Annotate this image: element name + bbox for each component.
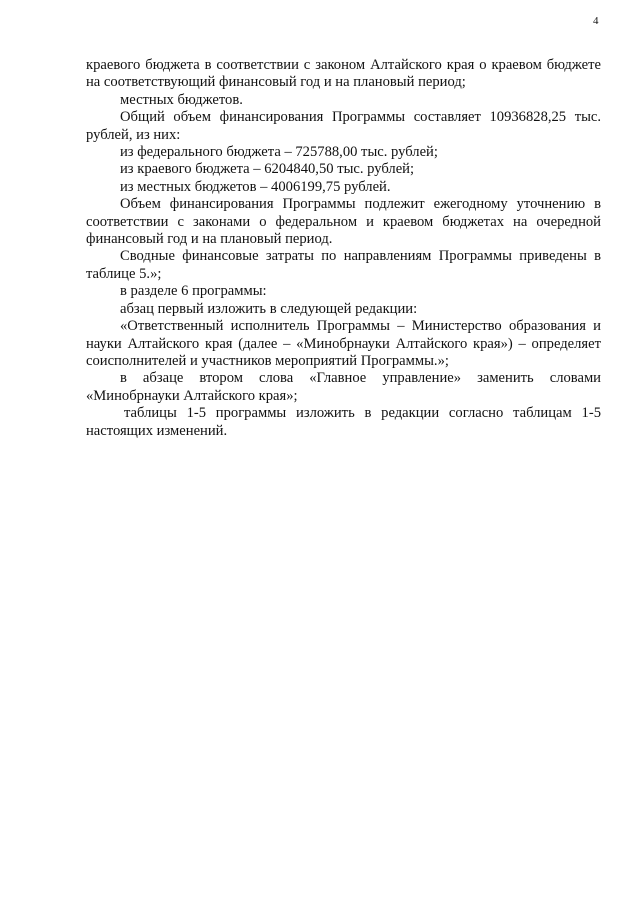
paragraph-regional-amount: из краевого бюджета – 6204840,50 тыс. рублей;	[120, 161, 415, 178]
paragraph-first-clause: абзац первый изложить в следующей редакции:	[120, 300, 418, 317]
paragraph-regional-budget: краевого бюджета в соответствии с законом Алтайского края о краевом бюджете на соответствующий финансовый год и на плановый период;	[86, 57, 601, 91]
paragraph-local-budgets: местных бюджетов.	[120, 91, 243, 108]
document-body	[86, 57, 601, 440]
paragraph-total-funding: Общий объем финансирования Программы составляет 10936828,25 тыс. рублей, из них:	[86, 109, 601, 143]
paragraph-federal-budget: из федерального бюджета – 725788,00 тыс. рублей;	[120, 144, 438, 161]
paragraph-funding-adjustment: Объем финансирования Программы подлежит ежегодному уточнению в соответствии с законами о федеральном и краевом бюджетах на очередной финансовый год и на плановый период.	[86, 196, 601, 248]
paragraph-responsible-executor: «Ответственный исполнитель Программы – Министерство образования и науки Алтайского края (далее – «Минобрнауки Алтайского края») – определяет соисполнителей и участников мероприятий Программы.»;	[86, 318, 601, 369]
page-number: 4	[593, 15, 599, 27]
paragraph-tables-update: таблицы 1-5 программы изложить в редакции согласно таблицам 1-5 настоящих изменений.	[86, 405, 601, 439]
paragraph-summary-costs: Сводные финансовые затраты по направлениям Программы приведены в таблице 5.»;	[86, 248, 601, 282]
paragraph-second-clause: в абзаце втором слова «Главное управление» заменить словами «Минобрнауки Алтайского края»;	[86, 370, 601, 404]
paragraph-local-amount: из местных бюджетов – 4006199,75 рублей.	[120, 178, 391, 195]
paragraph-section-6: в разделе 6 программы:	[120, 283, 267, 300]
